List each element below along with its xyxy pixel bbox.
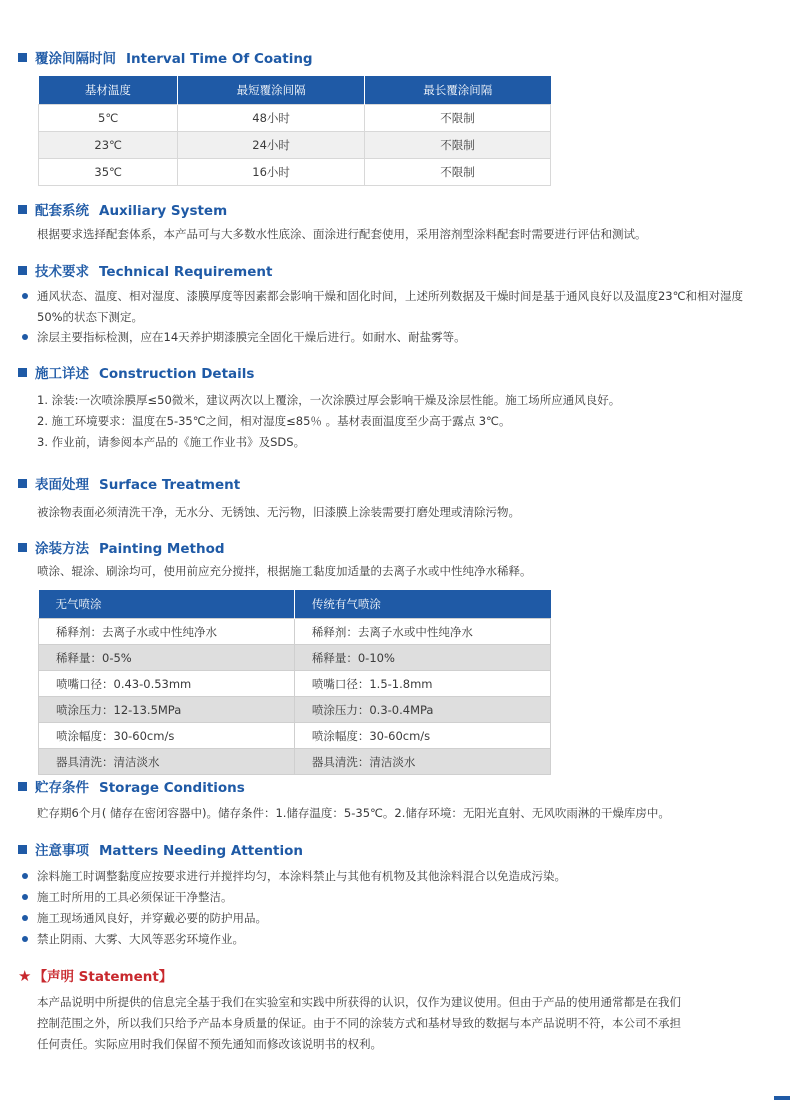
- statement-line-1: 本产品说明中所提供的信息完全基于我们在实验室和实践中所获得的认识，仅作为建议使用。但由于产品的使用通常都是在我们: [37, 995, 681, 1009]
- table-header-row: [39, 590, 551, 619]
- table-cell: 喷涂幅度：30-60cm/s: [39, 723, 295, 749]
- table-cell: 稀释剂：去离子水或中性纯净水: [39, 619, 295, 645]
- section-title-attention: 注意事项 Matters Needing Attention: [18, 841, 303, 861]
- table-cell: 稀释量：0-10%: [294, 645, 550, 671]
- table-cell: 不限制: [364, 105, 550, 132]
- construction-line-2: 2. 施工环境要求：温度在5-35℃之间，相对湿度≤85％ 。基材表面温度至少高于露点 3℃。: [37, 414, 511, 428]
- construction-line-1: 1. 涂装:一次喷涂膜厚≤50微米，建议两次以上覆涂，一次涂膜过厚会影响干燥及涂层性能。施工场所应通风良好。: [37, 393, 621, 407]
- table-cell: 5℃: [39, 105, 178, 132]
- table-row: [39, 723, 551, 749]
- auxiliary-text: 根据要求选择配套体系，本产品可与大多数水性底涂、面涂进行配套使用，采用溶剂型涂料配套时需要进行评估和测试。: [37, 227, 647, 241]
- table-row: [39, 619, 551, 645]
- table-row: [39, 132, 551, 159]
- statement-title: ★ 【声明 Statement】: [18, 967, 173, 985]
- section-title-surface: 表面处理 Surface Treatment: [18, 475, 240, 495]
- table-row: [39, 749, 551, 775]
- bullet-dot-icon: [22, 334, 28, 340]
- table-cell: 喷嘴口径：0.43-0.53mm: [39, 671, 295, 697]
- bullet-dot-icon: [22, 936, 28, 942]
- table-header-row: [39, 76, 551, 105]
- surface-text: 被涂物表面必须清洗干净，无水分、无锈蚀、无污物，旧漆膜上涂装需要打磨处理或清除污物。: [37, 505, 520, 519]
- statement-line-3: 任何责任。实际应用时我们保留不预先通知而修改该说明书的权利。: [37, 1037, 382, 1051]
- statement-line-2: 控制范围之外，所以我们只给予产品本身质量的保证。由于不同的涂装方式和基材导致的数据与本产品说明不符，本公司不承担: [37, 1016, 681, 1030]
- table-cell: 16小时: [178, 159, 365, 186]
- table-header-cell: 最长覆涂间隔: [364, 76, 550, 105]
- table-cell: 不限制: [364, 132, 550, 159]
- table-row: [39, 645, 551, 671]
- square-bullet-icon: [18, 479, 27, 488]
- bullet-dot-icon: [22, 915, 28, 921]
- section-title-technical: 技术要求 Technical Requirement: [18, 262, 272, 282]
- list-item: 施工时所用的工具必须保证干净整洁。: [22, 887, 233, 908]
- storage-text: 贮存期6个月( 储存在密闭容器中)。储存条件：1.储存温度：5-35℃。2.储存环境：无阳光直射、无风吹雨淋的干燥库房中。: [37, 806, 670, 820]
- table-header-cell: 基材温度: [39, 76, 178, 105]
- bullet-dot-icon: [22, 894, 28, 900]
- list-item: 施工现场通风良好，并穿戴必要的防护用品。: [22, 908, 267, 929]
- section-title-interval: 覆涂间隔时间 Interval Time Of Coating: [18, 49, 313, 69]
- section-title-auxiliary: 配套系统 Auxiliary System: [18, 201, 227, 221]
- table-cell: 不限制: [364, 159, 550, 186]
- interval-table: [38, 76, 551, 186]
- table-row: [39, 671, 551, 697]
- list-item: 涂层主要指标检测，应在14天养护期漆膜完全固化干燥后进行。如耐水、耐盐雾等。: [22, 327, 466, 348]
- list-item: 禁止阴雨、大雾、大风等恶劣环境作业。: [22, 929, 244, 950]
- table-header-cell: 无气喷涂: [39, 590, 295, 619]
- page-corner-marker: [774, 1096, 790, 1100]
- table-row: [39, 105, 551, 132]
- painting-table: [38, 590, 551, 775]
- table-cell: 喷涂压力：12-13.5MPa: [39, 697, 295, 723]
- construction-line-3: 3. 作业前，请参阅本产品的《施工作业书》及SDS。: [37, 435, 306, 449]
- table-cell: 48小时: [178, 105, 365, 132]
- section-title-storage: 贮存条件 Storage Conditions: [18, 778, 245, 798]
- table-cell: 35℃: [39, 159, 178, 186]
- table-cell: 喷涂压力：0.3-0.4MPa: [294, 697, 550, 723]
- table-header-cell: 传统有气喷涂: [294, 590, 550, 619]
- section-title-painting: 涂装方法 Painting Method: [18, 539, 225, 559]
- square-bullet-icon: [18, 205, 27, 214]
- list-item: 通风状态、温度、相对湿度、漆膜厚度等因素都会影响干燥和固化时间，上述所列数据及干燥时间是基于通风良好以及温度23℃和相对湿度50%的状态下测定。: [22, 286, 767, 328]
- table-cell: 23℃: [39, 132, 178, 159]
- painting-text: 喷涂、辊涂、刷涂均可，使用前应充分搅拌，根据施工黏度加适量的去离子水或中性纯净水稀释。: [37, 564, 532, 578]
- square-bullet-icon: [18, 266, 27, 275]
- table-cell: 器具清洗：清洁淡水: [294, 749, 550, 775]
- table-cell: 稀释量：0-5%: [39, 645, 295, 671]
- star-icon: ★: [18, 967, 32, 985]
- section-title-construction: 施工详述 Construction Details: [18, 364, 254, 384]
- table-cell: 24小时: [178, 132, 365, 159]
- list-item: 涂料施工时调整黏度应按要求进行并搅拌均匀，本涂料禁止与其他有机物及其他涂料混合以免造成污染。: [22, 866, 566, 887]
- square-bullet-icon: [18, 53, 27, 62]
- table-header-cell: 最短覆涂间隔: [178, 76, 365, 105]
- bullet-dot-icon: [22, 293, 28, 299]
- square-bullet-icon: [18, 845, 27, 854]
- table-cell: 喷嘴口径：1.5-1.8mm: [294, 671, 550, 697]
- table-row: [39, 159, 551, 186]
- square-bullet-icon: [18, 782, 27, 791]
- table-cell: 稀释剂：去离子水或中性纯净水: [294, 619, 550, 645]
- table-row: [39, 697, 551, 723]
- table-cell: 喷涂幅度：30-60cm/s: [294, 723, 550, 749]
- square-bullet-icon: [18, 368, 27, 377]
- bullet-dot-icon: [22, 873, 28, 879]
- table-cell: 器具清洗：清洁淡水: [39, 749, 295, 775]
- square-bullet-icon: [18, 543, 27, 552]
